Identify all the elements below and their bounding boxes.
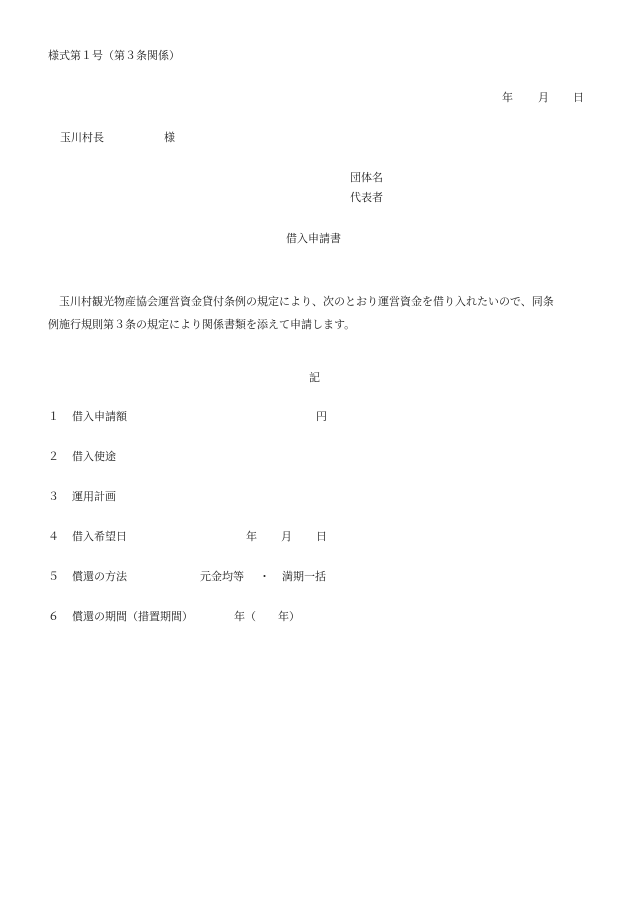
organization-label: 団体名 [350, 171, 383, 184]
body-paragraph [48, 290, 588, 336]
item-number: ５ [48, 570, 59, 583]
item-number: ６ [48, 610, 59, 623]
item-label: 償還の期間（措置期間） [72, 610, 193, 623]
item-year-label: 年 [246, 530, 257, 543]
item-month-label: 月 [281, 530, 292, 543]
item-label: 償還の方法 [72, 570, 127, 583]
item-unit: 円 [316, 410, 327, 423]
item-label: 運用計画 [72, 490, 116, 503]
repayment-option-equal-principal: 元金均等 [200, 570, 244, 583]
representative-label: 代表者 [350, 191, 383, 204]
item-day-label: 日 [316, 530, 327, 543]
ki-heading: 記 [309, 371, 320, 384]
option-separator: ・ [259, 570, 270, 583]
date-day-label: 日 [573, 91, 584, 104]
item-number: ４ [48, 530, 59, 543]
repayment-period-value: 年（ 年） [234, 610, 300, 623]
item-label: 借入使途 [72, 450, 116, 463]
document-title: 借入申請書 [286, 232, 341, 245]
item-label: 借入申請額 [72, 410, 127, 423]
item-number: １ [48, 410, 59, 423]
form-number: 様式第１号（第３条関係） [48, 49, 180, 62]
body-line-1: 玉川村観光物産協会運営資金貸付条例の規定により、次のとおり運営資金を借り入れたいので、同条 [59, 295, 554, 308]
item-number: ３ [48, 490, 59, 503]
date-month-label: 月 [538, 91, 549, 104]
item-number: ２ [48, 450, 59, 463]
body-line-2: 例施行規則第３条の規定により関係書類を添えて申請します。 [48, 318, 356, 331]
date-year-label: 年 [502, 91, 513, 104]
addressee-name: 玉川村長 [60, 131, 104, 144]
item-label: 借入希望日 [72, 530, 127, 543]
repayment-option-lump-sum: 満期一括 [282, 570, 326, 583]
addressee-honorific: 様 [164, 131, 175, 144]
